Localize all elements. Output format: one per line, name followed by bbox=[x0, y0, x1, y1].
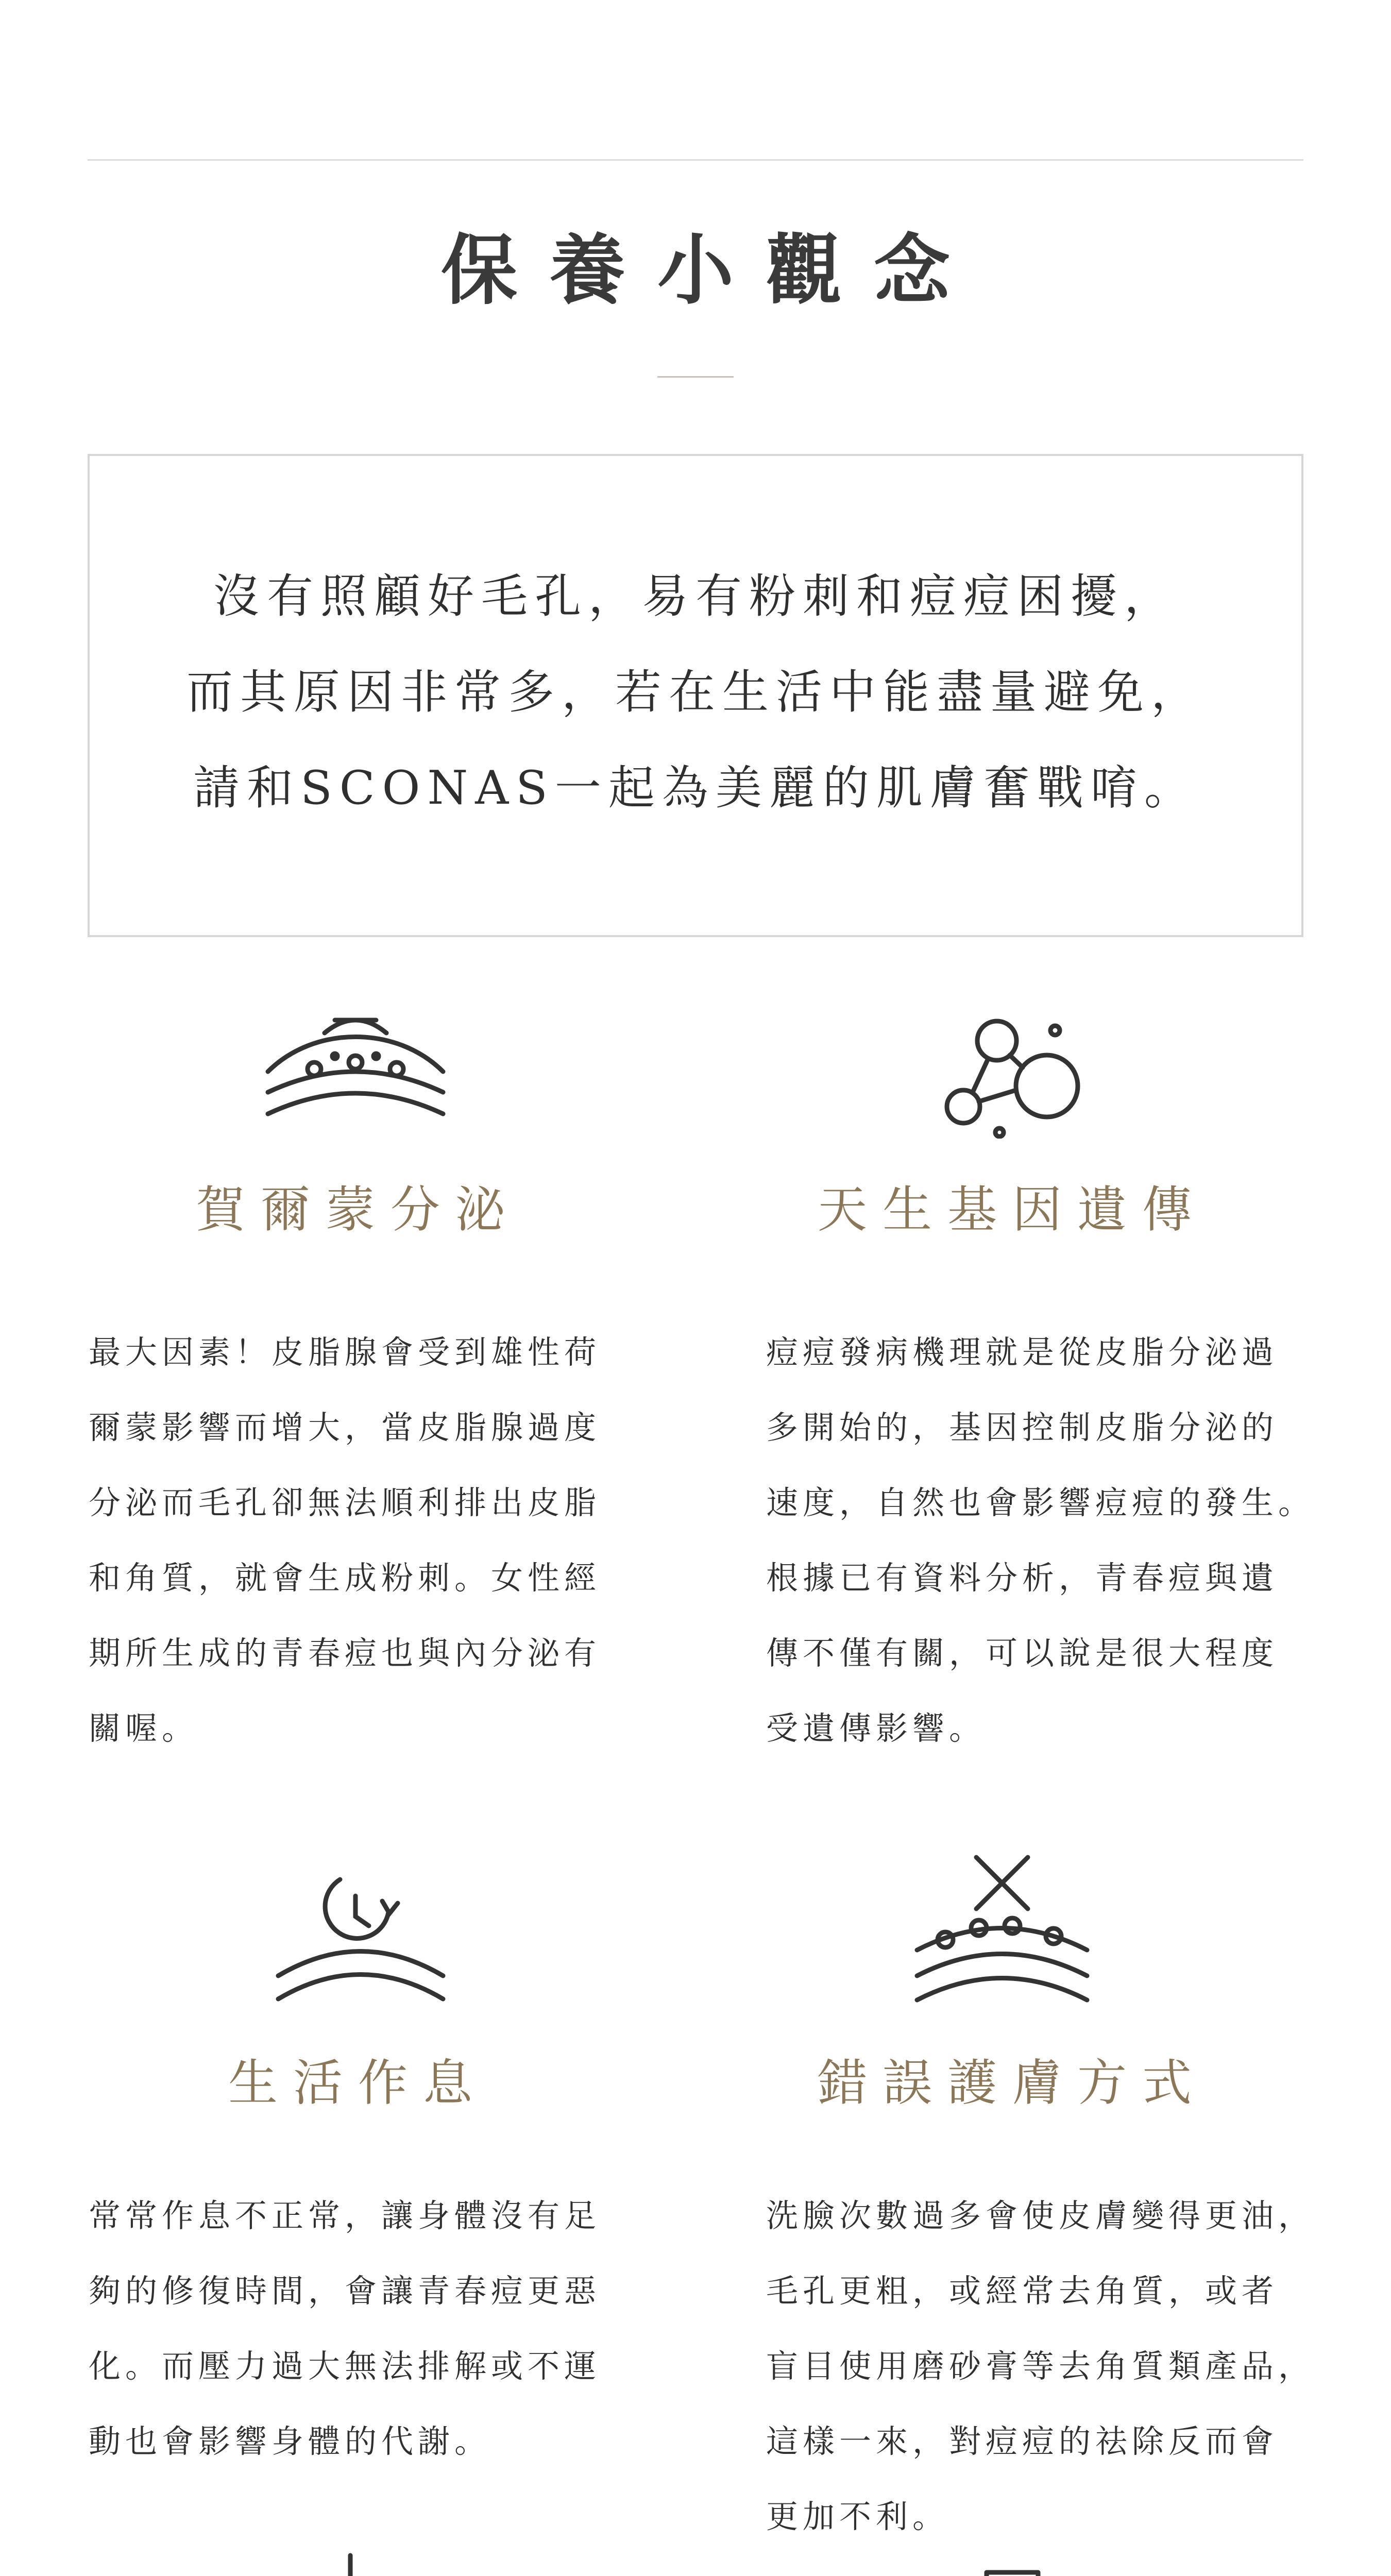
intro-line: 請和SCONAS一起為美麗的肌膚奮戰唷。 bbox=[193, 761, 1198, 815]
section-paragraph bbox=[766, 2178, 1315, 2554]
clipboard-icon bbox=[951, 2568, 1074, 2576]
page-title: 保養小觀念 bbox=[441, 225, 982, 315]
section-paragraph bbox=[89, 1315, 601, 1766]
intro-box bbox=[88, 454, 1303, 937]
paragraph-line: 期所生成的青春痘也與內分泌有 bbox=[89, 1634, 601, 1672]
paragraph-line: 和角質，就會生成粉刺。女性經 bbox=[89, 1559, 601, 1597]
intro-line: 而其原因非常多，若在生活中能盡量避免， bbox=[186, 665, 1205, 719]
paragraph-line: 盲目使用磨砂膏等去角質類產品， bbox=[766, 2347, 1315, 2385]
paragraph-line: 多開始的，基因控制皮脂分泌的 bbox=[766, 1409, 1279, 1446]
molecule-icon bbox=[927, 1010, 1097, 1139]
paragraph-line: 痘痘發病機理就是從皮脂分泌過 bbox=[766, 1333, 1279, 1371]
section-paragraph bbox=[766, 1315, 1315, 1766]
paragraph-line: 這樣一來，對痘痘的祛除反而會 bbox=[766, 2422, 1279, 2460]
paragraph-line: 動也會影響身體的代謝。 bbox=[89, 2422, 491, 2460]
paragraph-line: 夠的修復時間，會讓青春痘更惡 bbox=[89, 2272, 601, 2310]
section-title: 天生基因遺傳 bbox=[818, 1181, 1207, 1239]
paragraph-line: 速度，自然也會影響痘痘的發生。 bbox=[766, 1484, 1315, 1521]
title-underline bbox=[657, 376, 734, 378]
paragraph-line: 洗臉次數過多會使皮膚變得更油， bbox=[766, 2197, 1315, 2234]
top-divider bbox=[88, 159, 1303, 161]
crown-skin-icon bbox=[258, 1005, 453, 1139]
clock-skin-icon bbox=[268, 1865, 453, 2014]
section-title: 賀爾蒙分泌 bbox=[196, 1181, 520, 1239]
paragraph-line: 化。而壓力過大無法排解或不運 bbox=[89, 2347, 601, 2385]
bubble-tea-icon bbox=[294, 2550, 407, 2576]
paragraph-line: 毛孔更粗，或經常去角質，或者 bbox=[766, 2272, 1279, 2310]
paragraph-line: 更加不利。 bbox=[766, 2498, 949, 2535]
section-title: 錯誤護膚方式 bbox=[818, 2054, 1207, 2112]
paragraph-line: 常常作息不正常，讓身體沒有足 bbox=[89, 2197, 601, 2234]
paragraph-line: 分泌而毛孔卻無法順利排出皮脂 bbox=[89, 1484, 601, 1521]
paragraph-line: 受遺傳影響。 bbox=[766, 1709, 986, 1747]
cross-skin-icon bbox=[907, 1850, 1097, 2009]
paragraph-line: 最大因素！皮脂腺會受到雄性荷 bbox=[89, 1333, 601, 1371]
section-title: 生活作息 bbox=[228, 2054, 488, 2112]
intro-line: 沒有照顧好毛孔，易有粉刺和痘痘困擾， bbox=[213, 569, 1178, 623]
paragraph-line: 爾蒙影響而增大，當皮脂腺過度 bbox=[89, 1409, 601, 1446]
section-paragraph bbox=[89, 2178, 601, 2479]
paragraph-line: 關喔。 bbox=[89, 1709, 199, 1747]
paragraph-line: 根據已有資料分析，青春痘與遺 bbox=[766, 1559, 1279, 1597]
paragraph-line: 傳不僅有關，可以說是很大程度 bbox=[766, 1634, 1279, 1672]
